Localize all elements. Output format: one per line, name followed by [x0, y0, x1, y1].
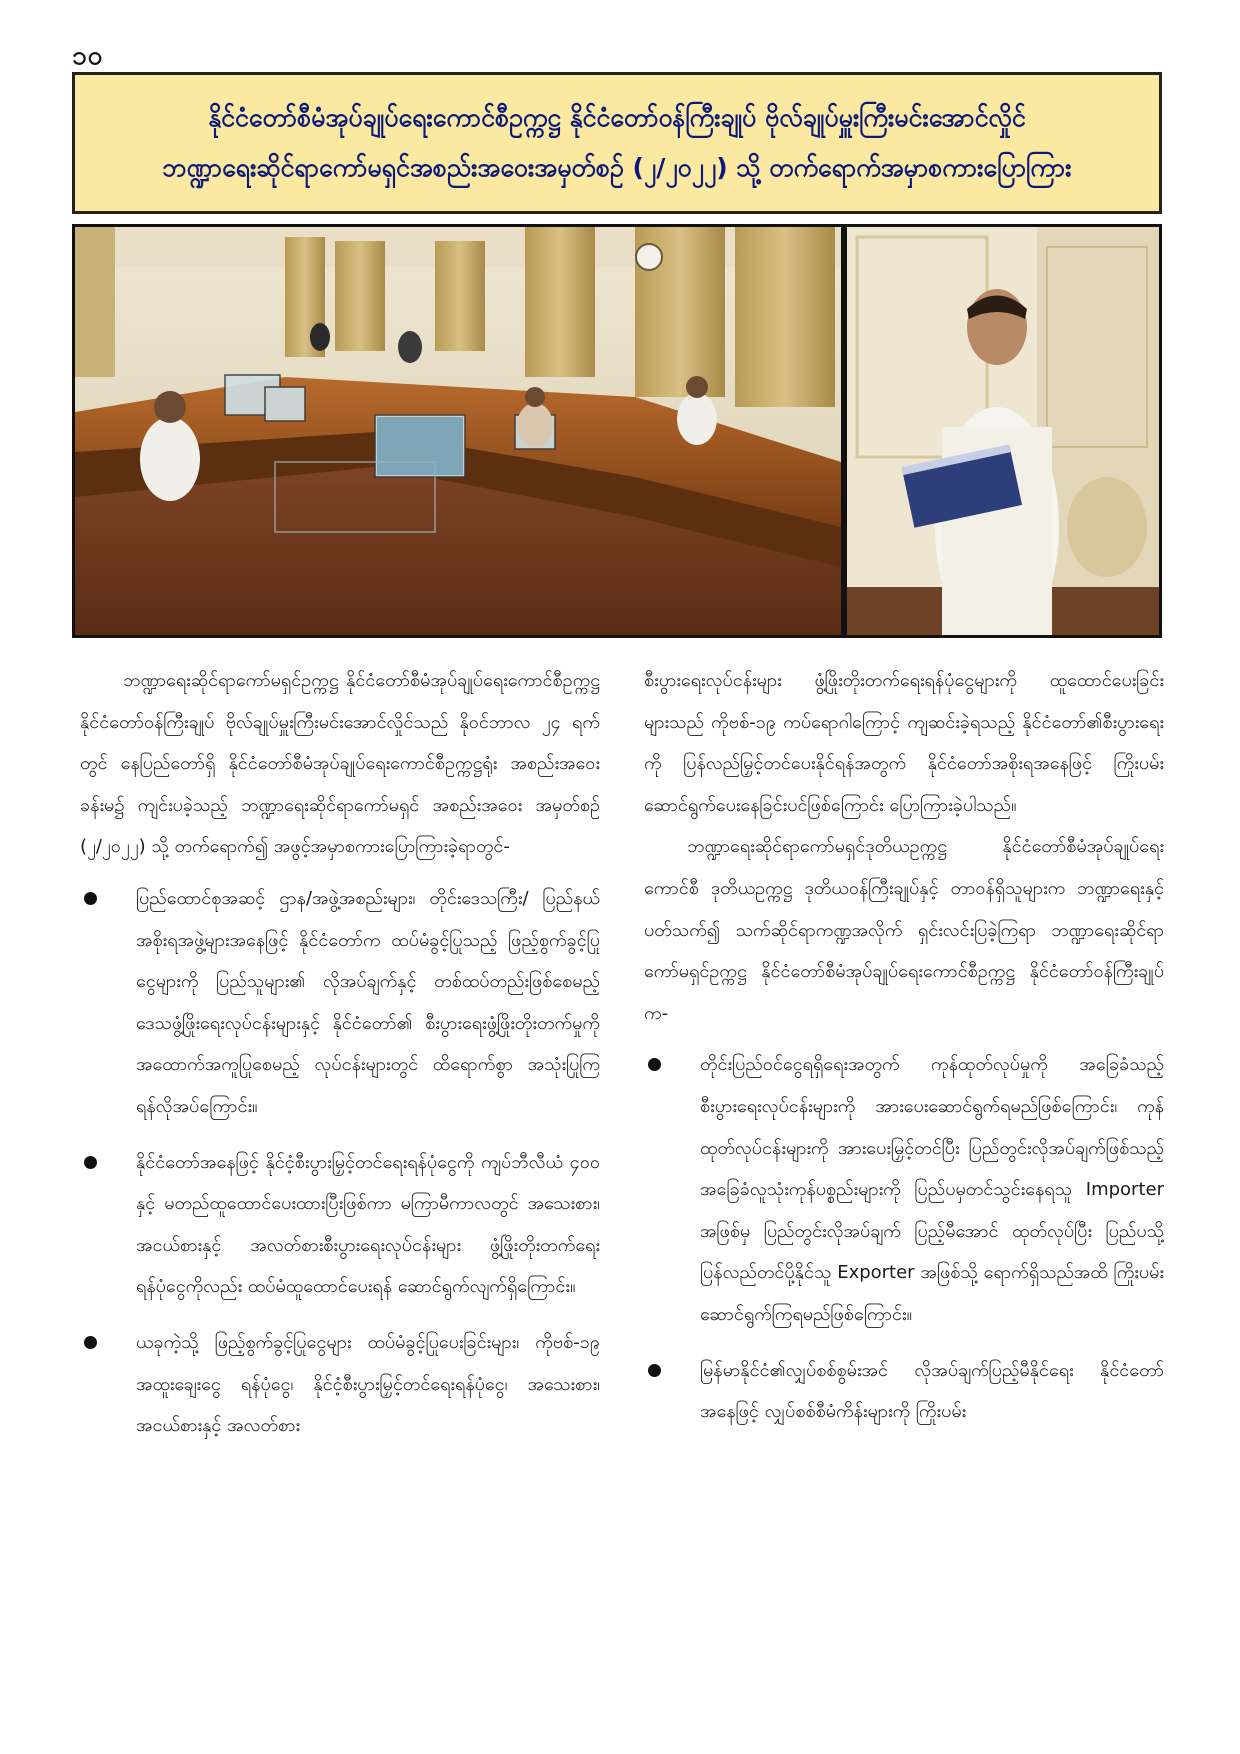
list-item — [644, 1044, 1164, 1335]
bullet-list-right — [644, 1044, 1164, 1432]
headline-line-1: နိုင်ငံတော်စီမံအုပ်ချုပ်ရေးကောင်စီဥက္ကဋ္ဌ နိုင်ငံတော်ဝန်ကြီးချုပ် ဗိုလ်ချုပ်မှူးကြီးမင်းအောင်လှိုင် — [208, 103, 1026, 132]
bullet-text: မြန်မာနိုင်ငံ၏လျှပ်စစ်စွမ်းအင် လိုအပ်ချက်ပြည့်မီနိုင်ရေး နိုင်ငံတော်အနေဖြင့် လျှပ်စစ်စီမံကိန်းများကို ကြိုးပမ်း — [700, 1359, 1164, 1423]
bullet-icon — [648, 1364, 661, 1377]
list-item — [80, 1322, 600, 1447]
photo-frame — [72, 224, 1162, 638]
second-paragraph: ဘဏ္ဍာရေးဆိုင်ရာကော်မရှင်ဒုတိယဥက္ကဋ္ဌ နိုင်ငံတော်စီမံအုပ်ချုပ်ရေးကောင်စီ ဒုတိယဥက္ကဋ္ဌ ဒုတိယဝန်ကြီးချုပ်နှင့် တာဝန်ရှိသူများက ဘဏ္ဍာရေးနှင့်ပတ်သက်၍ သက်ဆိုင်ရာကဏ္ဍအလိုက် ရှင်းလင်းပြခဲ့ကြရာ ဘဏ္ဍာရေးဆိုင်ရာကော်မရှင်ဥက္ကဋ္ဌ နိုင်ငံတော်စီမံအုပ်ချုပ်ရေးကောင်စီဥက္ကဋ္ဌ နိုင်ငံတော်ဝန်ကြီးချုပ်က- — [644, 836, 1164, 1024]
meeting-hall-photo — [75, 227, 841, 635]
speaker-photo — [847, 227, 1159, 635]
headline-box — [72, 72, 1162, 214]
bullet-icon — [84, 892, 97, 905]
article-column-left — [80, 660, 600, 1461]
bullet-text: တိုင်းပြည်ဝင်ငွေရရှိရေးအတွက် ကုန်ထုတ်လုပ်မှုကို အခြေခံသည့် စီးပွားရေးလုပ်ငန်းများကို အားပေးဆောင်ရွက်ရမည်ဖြစ်ကြောင်း၊ ကုန်ထုတ်လုပ်ငန်းများကို အားပေးမြှင့်တင်ပြီး ပြည်တွင်းလိုအပ်ချက်ဖြစ်သည့် အခြေခံလူသုံးကုန်ပစ္စည်းများကို ပြည်ပမှတင်သွင်းနေရသူ Importer အဖြစ်မှ ပြည်တွင်းလိုအပ်ချက် ပြည့်မီအောင် ထုတ်လုပ်ပြီး ပြည်ပသို့ ပြန်လည်တင်ပို့နိုင်သူ Exporter အဖြစ်သို့ ရောက်ရှိသည်အထိ ကြိုးပမ်းဆောင်ရွက်ကြရမည်ဖြစ်ကြောင်း။ — [700, 1054, 1164, 1325]
article-column-right — [644, 660, 1164, 1447]
bullet-text: ယခုကဲ့သို့ ဖြည့်စွက်ခွင့်ပြုငွေများ ထပ်မံခွင့်ပြုပေးခြင်းများ၊ ကိုဗစ်-၁၉ အထူးချေးငွေ ရန်ပုံငွေ၊ နိုင်ငံ့စီးပွားမြှင့်တင်ရေးရန်ပုံငွေ၊ အသေးစား၊ အငယ်စားနှင့် အလတ်စား — [136, 1331, 600, 1437]
list-item — [644, 1350, 1164, 1433]
headline-line-2: ဘဏ္ဍာရေးဆိုင်ရာကော်မရှင်အစည်းအဝေးအမှတ်စဉ် (၂/၂၀၂၂) သို့ တက်ရောက်အမှာစကားပြောကြား — [162, 153, 1072, 182]
list-item — [80, 878, 600, 1128]
bullet-list-left — [80, 878, 600, 1447]
list-item — [80, 1142, 600, 1308]
bullet-text: နိုင်ငံတော်အနေဖြင့် နိုင်ငံ့စီးပွားမြှင့်တင်ရေးရန်ပုံငွေကို ကျပ်ဘီလီယံ ၄၀၀ နှင့် မတည်ထူထောင်ပေးထားပြီးဖြစ်ကာ မကြာမီကာလတွင် အသေးစား၊ အငယ်စားနှင့် အလတ်စားစီးပွားရေးလုပ်ငန်းများ ဖွံ့ဖြိုးတိုးတက်ရေးရန်ပုံငွေကိုလည်း ထပ်မံထူထောင်ပေးရန် ဆောင်ရွက်လျက်ရှိကြောင်း။ — [136, 1151, 600, 1298]
continuation-paragraph: စီးပွားရေးလုပ်ငန်းများ ဖွံ့ဖြိုးတိုးတက်ရေးရန်ပုံငွေများကို ထူထောင်ပေးခြင်းများသည် ကိုဗစ်-၁၉ ကပ်ရောဂါကြောင့် ကျဆင်းခဲ့ရသည့် နိုင်ငံတော်၏စီးပွားရေးကို ပြန်လည်မြှင့်တင်ပေးနိုင်ရန်အတွက် နိုင်ငံတော်အစိုးရအနေဖြင့် ကြိုးပမ်းဆောင်ရွက်ပေးနေခြင်းပင်ဖြစ်ကြောင်း ပြောကြားခဲ့ပါသည်။ — [644, 670, 1164, 816]
bullet-icon — [84, 1336, 97, 1349]
intro-paragraph: ဘဏ္ဍာရေးဆိုင်ရာကော်မရှင်ဥက္ကဋ္ဌ နိုင်ငံတော်စီမံအုပ်ချုပ်ရေးကောင်စီဥက္ကဋ္ဌ နိုင်ငံတော်ဝန်ကြီးချုပ် ဗိုလ်ချုပ်မှူးကြီးမင်းအောင်လှိုင်သည် နိုဝင်ဘာလ ၂၄ ရက်တွင် နေပြည်တော်ရှိ နိုင်ငံတော်စီမံအုပ်ချုပ်ရေးကောင်စီဥက္ကဋ္ဌရုံး အစည်းအဝေးခန်းမ၌ ကျင်းပခဲ့သည့် ဘဏ္ဍာရေးဆိုင်ရာကော်မရှင် အစည်းအဝေး အမှတ်စဉ် (၂/၂၀၂၂) သို့ တက်ရောက်၍ အဖွင့်အမှာစကားပြောကြားခဲ့ရာတွင်- — [80, 670, 600, 858]
bullet-text: ပြည်ထောင်စုအဆင့် ဌာန/အဖွဲ့အစည်းများ၊ တိုင်းဒေသကြီး/ ပြည်နယ်အစိုးရအဖွဲ့များအနေဖြင့် နိုင်ငံတော်က ထပ်မံခွင့်ပြုသည့် ဖြည့်စွက်ခွင့်ပြုငွေများကို ပြည်သူများ၏ လိုအပ်ချက်နှင့် တစ်ထပ်တည်းဖြစ်စေမည့် ဒေသဖွံ့ဖြိုးရေးလုပ်ငန်းများနှင့် နိုင်ငံတော်၏ စီးပွားရေးဖွံ့ဖြိုးတိုးတက်မှုကို အထောက်အကူပြုစေမည့် လုပ်ငန်းများတွင် ထိရောက်စွာ အသုံးပြုကြရန်လိုအပ်ကြောင်း။ — [136, 887, 600, 1117]
page-number: ၁၀ — [72, 41, 104, 71]
bullet-icon — [648, 1058, 661, 1071]
bullet-icon — [84, 1156, 97, 1169]
